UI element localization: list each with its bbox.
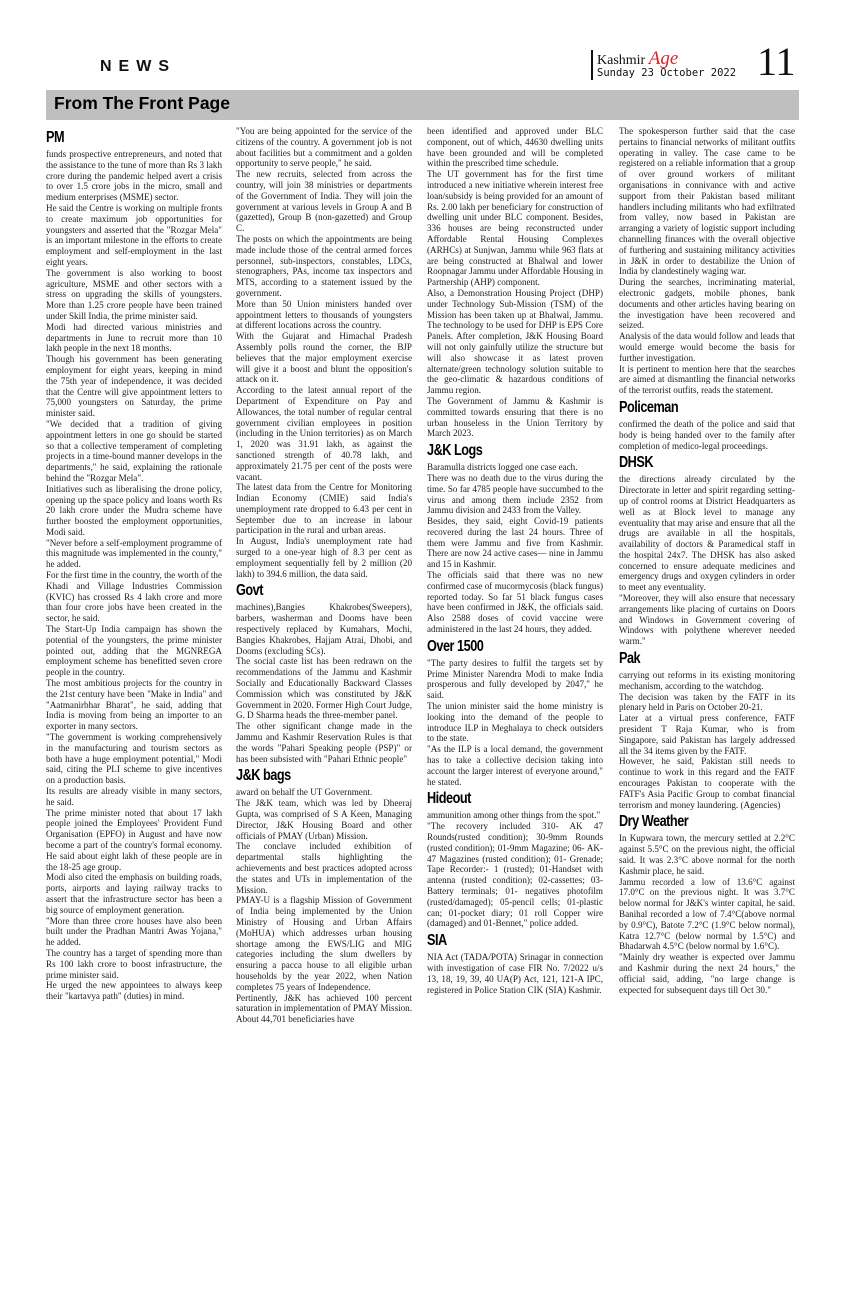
article-paragraph: Also, a Demonstration Housing Project (DHP) under Technology Sub-Mission (TSM) of the Mission has been taken up at Bhalwal, Jammu. The technology to be used for DHP is EPS Core Panels. After completion, J&K Housing Board will not only gainfully utilize the structure but will also showcase it as latest proven alternate/green technology solution suitable to the geo-climatic & hazardous conditions of Jammu region. (427, 287, 603, 396)
article-paragraph: With the Gujarat and Himachal Pradesh Assembly polls round the corner, the BJP believes that the major employment exercise will give it a boost and blunt the opposition's attack on it. (236, 331, 412, 385)
article-paragraph: The new recruits, selected from across the country, will join 38 ministries or departments of the Government of India. They will join the government at various levels in Group A and B (gazetted), Group B (non-gazetted) and Group C. (236, 169, 412, 234)
article-heading: DHSK (619, 454, 654, 472)
article-paragraph: The Start-Up India campaign has shown the potential of the youngsters, the prime minister pointed out, adding that the MGNREGA employment scheme has benefitted seven crore people in the country. (46, 624, 222, 678)
article-paragraph: ammunition among other things from the spot." (427, 810, 601, 821)
article-paragraph: The Government of Jammu & Kashmir is committed towards ensuring that there is no urban houseless in the Union Territory by March 2023. (427, 395, 603, 439)
masthead (591, 46, 751, 82)
article-paragraph: "The government is working comprehensively in the manufacturing and tourism sectors as both have a huge employment potential," Modi said, citing the PLI scheme to give incentives on a production basis. (46, 732, 222, 786)
article-paragraph: The latest data from the Centre for Monitoring Indian Economy (CMIE) said India's unemployment rate dropped to 6.43 per cent in September due to an increase in labour participation in the rural and urban areas. (236, 482, 412, 536)
publication-name: Kashmir (597, 53, 649, 68)
article-paragraph: The spokesperson further said that the case pertains to financial networks of militant outfits operating in valley. The case came to be registered on a reliable information that a group of over ground workers of militant organisations in connivance with and active support from their Pakistan based militant handlers including militants who had exfiltrated from valley, now based in Pakistan are arranging a variety of logistic support including channelling finances with the overall objective of furthering and sustaining militancy activities in J&K in order to destabilize the Union of India by clandestinely waging war. (619, 126, 795, 277)
page-number: 11 (757, 39, 796, 84)
article-paragraph: Its results are already visible in many sectors, he said. (46, 786, 222, 807)
article-heading: J&K bags (236, 767, 291, 785)
article-paragraph: "The party desires to fulfil the targets set by Prime Minister Narendra Modi to make India prosperous and fully developed by 2047," he said. (427, 657, 603, 701)
article-paragraph: The country has a target of spending more than Rs 100 lakh crore to boost infrastructure, the prime minister said. (46, 947, 222, 980)
article-paragraph: According to the latest annual report of the Department of Expenditure on Pay and Allowances, the total number of regular central government civilian employees in position (including in the Union territories) as on March 1, 2020 was 31.91 lakh, as against the sanctioned strength of 40.78 lakh, and approximately 21.75 per cent of the posts were vacant. (236, 385, 412, 482)
article-paragraph: He said the Centre is working on multiple fronts to create maximum job opportunities for youngsters and asserted that the "Rozgar Mela" is an important milestone in the efforts to create employment and self-employment in the last eight years. (46, 202, 222, 267)
article-paragraph: The government is also working to boost agriculture, MSME and other sectors with a stress on upgrading the skills of youngsters. More than 1.25 crore people have been trained under Skill India, the prime minister said. (46, 267, 222, 321)
article-paragraph: carrying out reforms in its existing monitoring mechanism, according to the watchdog. (619, 670, 795, 691)
section-label: NEWS (100, 58, 176, 75)
article-paragraph: Pertinently, J&K has achieved 100 percent saturation in implementation of PMAY Mission. About 44,701 beneficiaries have (236, 992, 412, 1025)
article-paragraph: NIA Act (TADA/POTA) Srinagar in connection with investigation of case FIR No. 7/2022 u/s 13, 18, 19, 39, 40 UA(P) Act, 121, 121-A IPC, registered in Police Station CIK (SIA) Kashmir. (427, 952, 603, 995)
article-paragraph: For the first time in the country, the worth of the Khadi and Village Industries Commission (KVIC) has crossed Rs 4 lakh crore and more than four crore jobs have been created in the sector, he said. (46, 570, 222, 624)
article-paragraph: The union minister said the home ministry is looking into the demand of the people to introduce ILP in Meghalaya to check outsiders to the state. (427, 701, 603, 744)
article-column-3 (427, 126, 603, 995)
article-paragraph: The other significant change made in the Jammu and Kashmir Reservation Rules is that the words "Pahari Speaking people (PSP)" or has been subsisted with "Pahari Ethnic people" (236, 721, 412, 764)
article-heading: Pak (619, 650, 641, 668)
section-band-title: From The Front Page (54, 93, 230, 113)
article-paragraph: The posts on which the appointments are being made include those of the central armed forces personnel, sub-inspectors, constables, LDCs, stenographers, PAs, income tax inspectors and MTS, according to a statement issued by the government. (236, 233, 412, 298)
article-paragraph: The J&K team, which was led by Dheeraj Gupta, was comprised of S A Keen, Managing Director, J&K Housing Board and other officials of PMAY (Urban) Mission. (236, 798, 412, 841)
article-paragraph: Modi had directed various ministries and departments in June to recruit more than 10 lakh people in the next 18 months. (46, 321, 222, 354)
article-paragraph: During the searches, incriminating material, electronic gadgets, mobile phones, bank documents and other articles having bearing on the investigation have been recovered and seized. (619, 277, 795, 331)
article-paragraph: machines),Bangies Khakrobes(Sweepers), barbers, washerman and Dooms have been respectively replaced by Kumahars, Mochi, Bangies Khakrobes, Hajjam Atrai, Dhobi, and Dooms (excluding SCs). (236, 602, 412, 656)
article-paragraph: "Mainly dry weather is expected over Jammu and Kashmir during the next 24 hours," the official said, adding, "no large change is expected for subsequent days till Oct 30." (619, 952, 795, 995)
article-paragraph: Modi also cited the emphasis on building roads, ports, airports and laying railway tracks to assert that the infrastructure sector has been a big source of employment generation. (46, 872, 222, 915)
article-heading: J&K Logs (427, 442, 483, 460)
article-paragraph: The prime minister noted that about 17 lakh people joined the Employees' Provident Fund Organisation (EPFO) in August and have now become a part of the country's formal economy. He said about eight lakh of these people are in the 18-25 age group. (46, 807, 222, 872)
article-heading: Policeman (619, 398, 679, 416)
publication-name-accent: Age (648, 48, 679, 69)
article-paragraph: It is pertinent to mention here that the searches are aimed at dismantling the financial networks of the terrorist outfits, reads the statement. (619, 363, 795, 396)
article-paragraph: Baramulla districts logged one case each. (427, 462, 578, 473)
article-paragraph: "You are being appointed for the service of the citizens of the country. A government job is not about facilities but a commitment and a golden opportunity to serve people," he said. (236, 126, 412, 169)
article-paragraph: The social caste list has been redrawn on the recommendations of the Jammu and Kashmir Socially and Educationally Backward Classes Commission which was constituted by J&K Government in 2020. Former High Court Judge, G. D Sharma heads the three-member panel. (236, 656, 412, 721)
article-heading: PM (46, 129, 65, 146)
article-paragraph: "More than three crore houses have also been built under the Pradhan Mantri Awas Yojana," he added. (46, 915, 222, 948)
article-paragraph: However, he said, Pakistan still needs to continue to work in this regard and the FATF encourages Pakistan to cooperate with the FATF's Asia Pacific Group to combat financial terrorism and money laundering. (Agencies) (619, 756, 795, 810)
article-heading: SIA (427, 932, 447, 950)
article-paragraph: The conclave included exhibition of departmental stalls highlighting the achievements and best practices adopted across the states and UTs in implementation of the Mission. (236, 841, 412, 895)
article-paragraph: The decision was taken by the FATF in its plenary held in Paris on October 20-21. (619, 691, 795, 713)
article-paragraph: The officials said that there was no new confirmed case of mucormycosis (black fungus) reported today. So far 51 black fungus cases have been confirmed in J&K, the officials said. Also 2588 doses of covid vaccine were administered in the last 24 hours, they added. (427, 570, 603, 635)
article-paragraph: "Never before a self-employment programme of this magnitude was implemented in the county," he added. (46, 537, 222, 570)
article-paragraph: Initiatives such as liberalising the drone policy, opening up the space policy and loans worth Rs 20 lakh crore under the Mudra scheme have further boosted the employment opportunities, Modi said. (46, 483, 222, 537)
article-paragraph: PMAY-U is a flagship Mission of Government of India being implemented by the Union Ministry of Housing and Urban Affairs (MoHUA) which addresses urban housing shortage among the EWS/LIG and MIG categories including the slum dwellers by ensuring a pacca house to all eligible urban households by the year 2022, when Nation completes 75 years of Independence. (236, 895, 412, 992)
article-paragraph: "As the ILP is a local demand, the government has to take a collective decision taking into account the larger interest of everyone around," he stated. (427, 744, 603, 787)
article-paragraph: The most ambitious projects for the country in the 21st century have been "Make in India" and "Aatmanirbhar Bharat", he said, adding that India is moving from being an importer to an exporter in many sectors. (46, 678, 222, 732)
article-paragraph: He urged the new appointees to always keep their "kartavya path" (duties) in mind. (46, 980, 222, 1002)
article-paragraph: Jammu recorded a low of 13.6°C against 17.0°C on the previous night. It was 3.7°C below normal for J&K's winter capital, he said. Banihal recorded a low of 7.4°C(above normal by 0.9°C), Batote 7.2°C (1.9°C below normal), Katra 12.7°C (below normal by 1.5°C) and Bhadarwah 4.5°C (below normal by 1.6°C). (619, 876, 795, 952)
article-paragraph: "The recovery included 310- AK 47 Rounds(rusted condition); 30-9mm Rounds (rusted condition); 01-9mm Magazine; 06- AK-47 Magazines (rusted condition); 01- Grenade; Tape Recorder:- 1 (rusted); 01-Handset with antenna (rusted condition); 02-cassettes; 03-Battery terminals; 01- negatives photofilm (rusted/damaged); 05-pencil cells; 01-plastic can; 01-pocket diary; 01 roll Copper wire (damaged) and 01-Bennet," police added. (427, 821, 603, 929)
article-column-1 (46, 126, 222, 1002)
article-paragraph: been identified and approved under BLC component, out of which, 44630 dwelling units have been grounded and will be completed within the prescribed time schedule. (427, 126, 603, 169)
article-paragraph: The UT government has for the first time introduced a new initiative wherein interest free loan/subsidy is being provided for an amount of Rs. 2.00 lakh per beneficiary for construction of dwelling unit under BLC component. Besides, 336 houses are being reconstructed under Affordable Rental Housing Complexes (ARHCs) at Sunjwan, Jammu while 963 flats at are being constructed at Bhalwal and lower Roopnagar Jammu under Affordable Housing in Partnership (AHP) component. (427, 169, 603, 288)
article-paragraph: Analysis of the data would follow and leads that would emerge would become the basis for further investigation. (619, 331, 795, 363)
article-heading: Govt (236, 582, 263, 600)
article-heading: Over 1500 (427, 637, 484, 655)
article-heading: Hideout (427, 790, 471, 808)
article-paragraph: Though his government has been generating employment for eight years, keeping in mind the 75th year of independence, it was decided that the Centre will give appointment letters to 75,000 youngsters on Saturday, the prime minister said. (46, 354, 222, 419)
article-paragraph: confirmed the death of the police and said that body is being handed over to the family after completion of medico-legal proceedings. (619, 418, 795, 451)
article-paragraph: In August, India's unemployment rate had surged to a one-year high of 8.3 per cent as employment sequentially fell by 2 million (20 lakh) to 394.6 million, the data said. (236, 536, 412, 579)
section-band (46, 90, 799, 120)
article-paragraph: Besides, they said, eight Covid-19 patients recovered during the last 24 hours. Three of them were Jammu and five from Kashmir. There are now 24 active cases— nine in Jammu and 15 in Kashmir. (427, 516, 603, 570)
article-column-2 (236, 126, 412, 1025)
article-heading: Dry Weather (619, 813, 689, 831)
masthead-divider (591, 50, 593, 80)
article-paragraph: More than 50 Union ministers handed over appointment letters to thousands of youngsters at different locations across the country. (236, 298, 412, 331)
article-paragraph: the directions already circulated by the Directorate in letter and spirit regarding setting-up of control rooms at District Headquarters as well as at Block level to manage any eventuality that may arise and ensure that all the drugs are available in all the hospitals, availability of doctors & Paramedical staff in the hospital 24x7. The DHSK has also asked concerned to ensure adequate medicines and emergency drugs and oxygen cylinders in order to meet any eventuality. (619, 474, 795, 593)
article-paragraph: In Kupwara town, the mercury settled at 2.2°C against 5.5°C on the previous night, the official said. It was 2.3°C above normal for the north Kashmir place, he said. (619, 833, 795, 876)
article-paragraph: award on behalf the UT Government. (236, 787, 373, 798)
article-paragraph: "We decided that a tradition of giving appointment letters in one go should be started so that a collective temperament of completing projects in a time-bound manner develops in the departments," he said, explaining the rationale behind the "Rozgar Mela". (46, 418, 222, 483)
article-paragraph: There was no death due to the virus during the time. So far 4785 people have succumbed to the virus and among them include 2352 from Jammu division and 2433 from the Valley. (427, 472, 603, 516)
article-paragraph: funds prospective entrepreneurs, and noted that the assistance to the tune of more than Rs 3 lakh crore during the pandemic helped avert a crisis to over 1.5 crore jobs in the micro, small and medium enterprises (MSME) sector. (46, 149, 222, 203)
issue-date: Sunday 23 October 2022 (597, 67, 737, 79)
article-paragraph: "Moreover, they will also ensure that necessary arrangements like placing of curtains on Doors and Windows in Government covering of Windows with polythene wherever needed warm." (619, 593, 795, 647)
article-column-4 (619, 126, 795, 995)
article-paragraph: Later at a virtual press conference, FATF president T Raja Kumar, who is from Singapore, said Pakistan has largely addressed all the 34 items given by the FATF. (619, 713, 795, 756)
